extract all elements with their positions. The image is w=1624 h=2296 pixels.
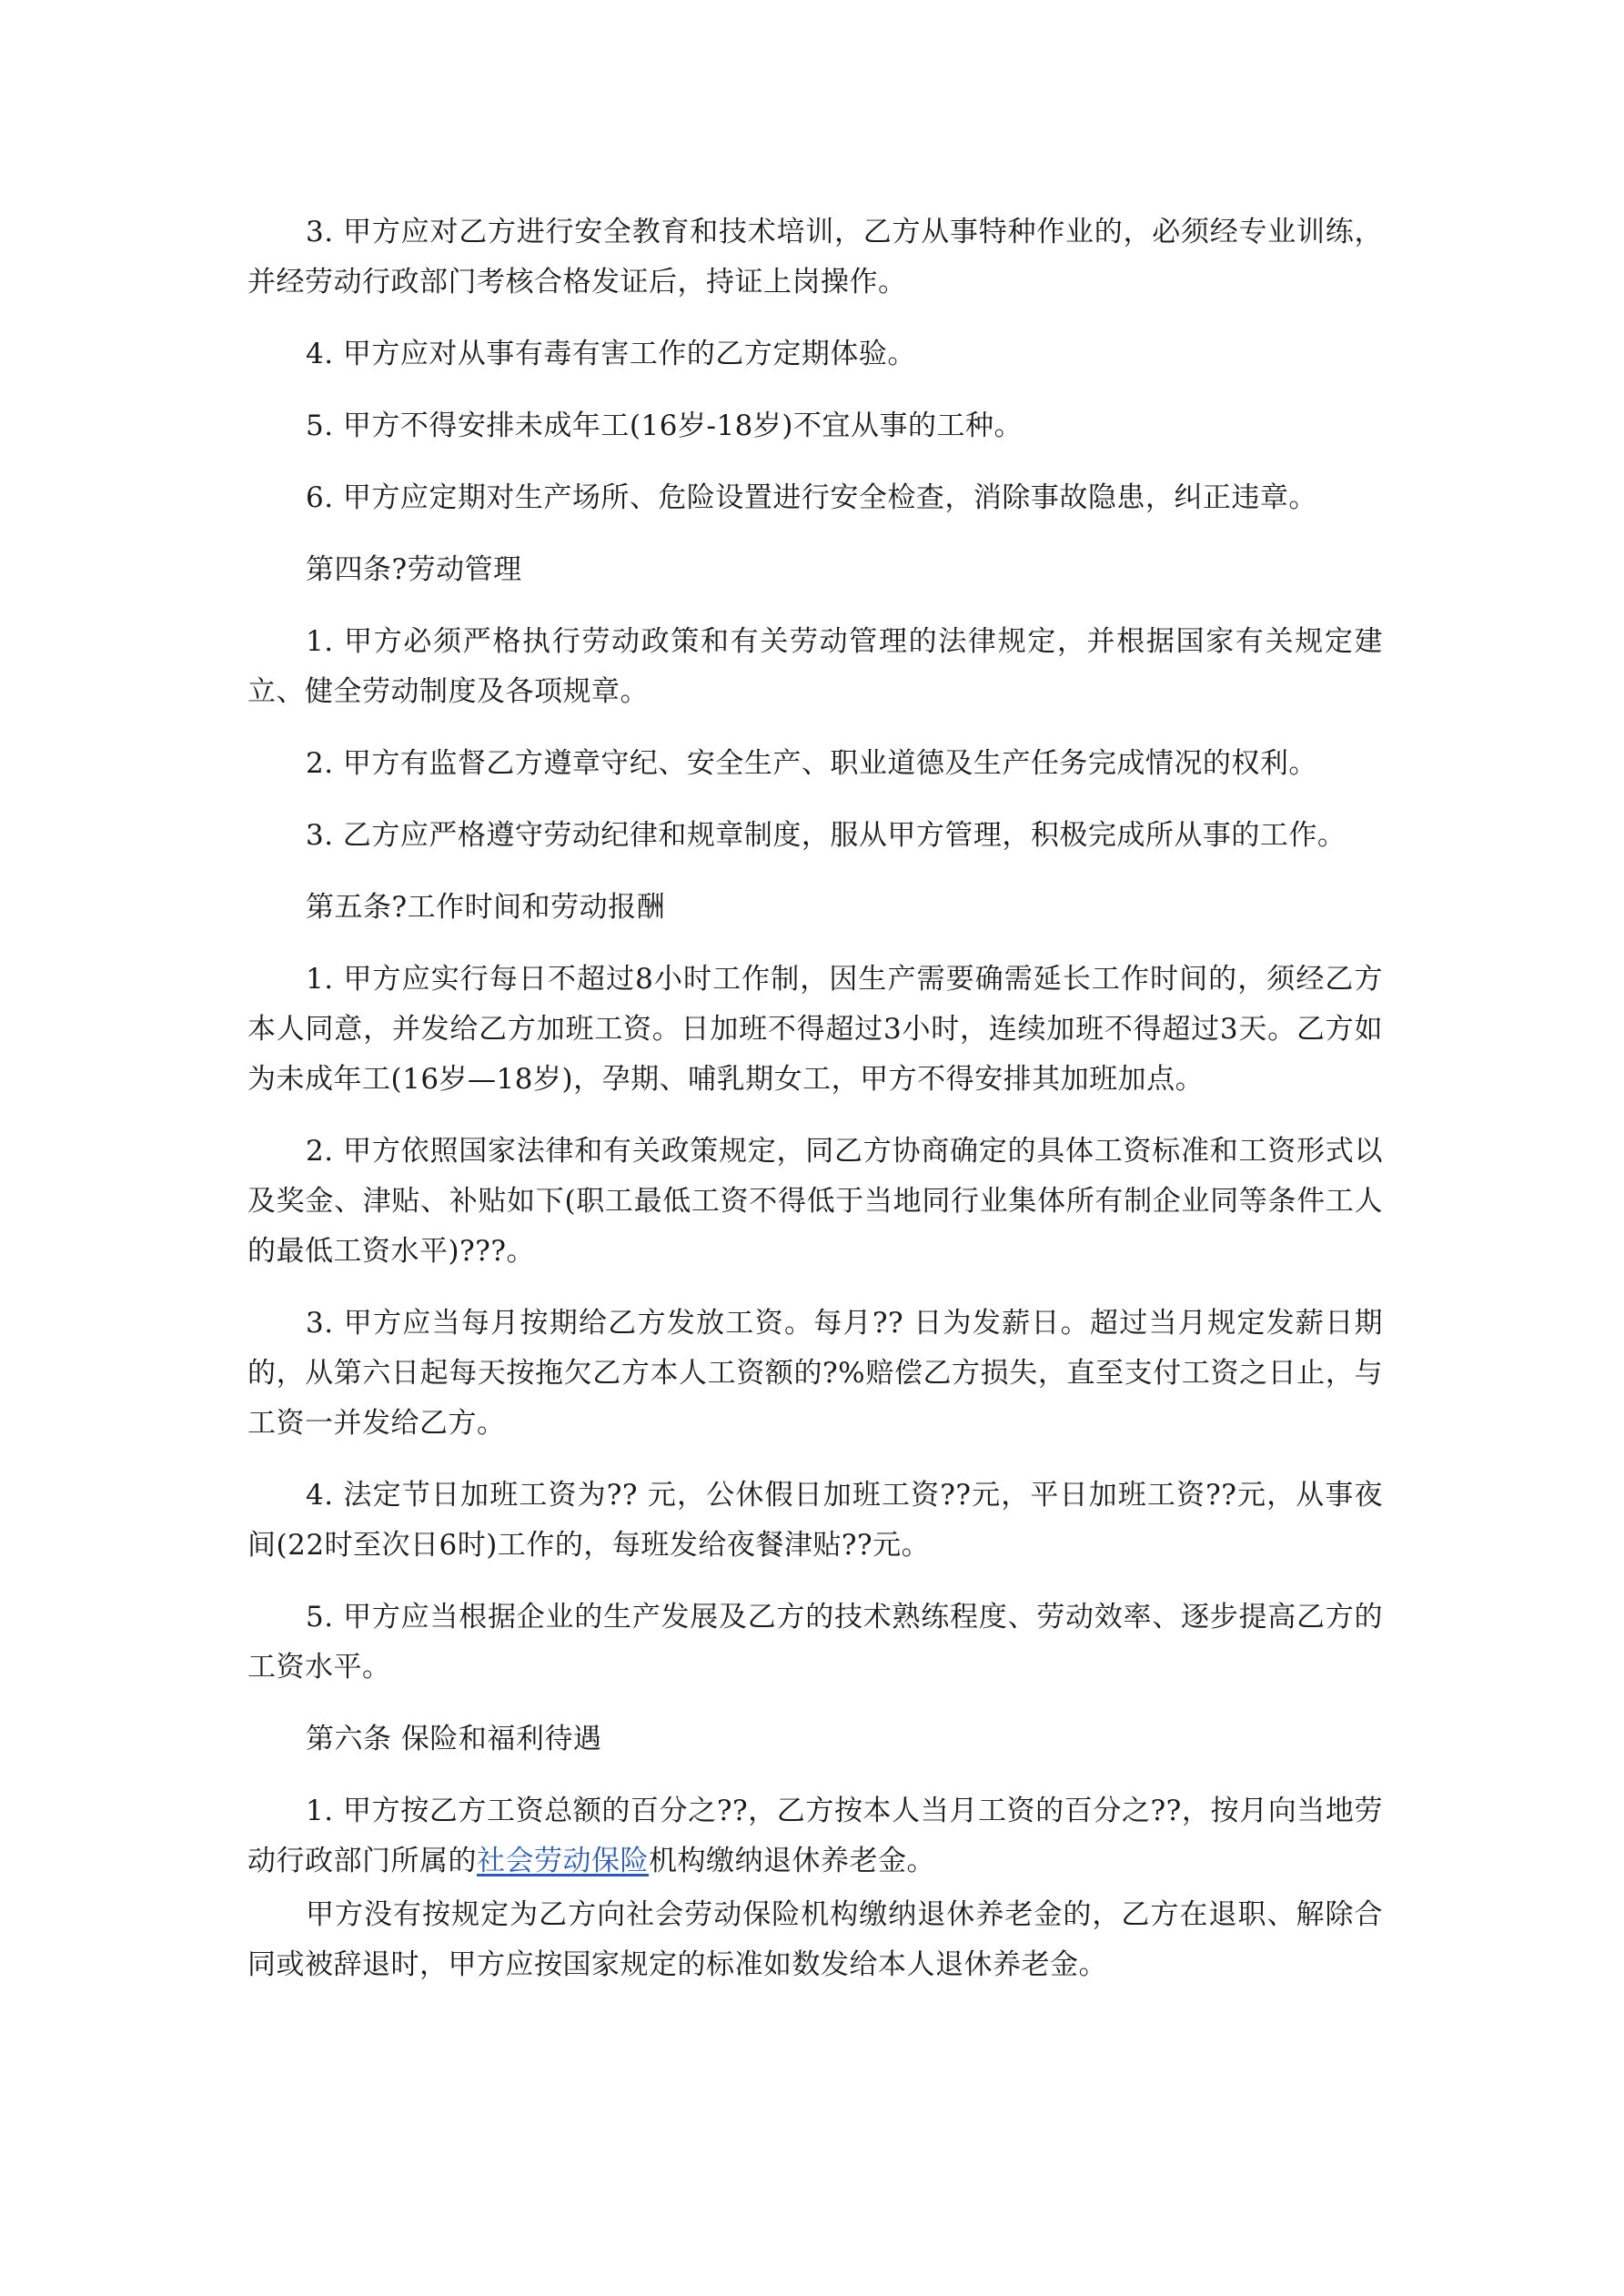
clause-5-item-3: 3. 甲方应当每月按期给乙方发放工资。每月?? 日为发薪日。超过当月规定发薪日期的，从第六日起每天按拖欠乙方本人工资额的?%赔偿乙方损失，直至支付工资之日止，与工资一并发给乙方。	[247, 1307, 1383, 1440]
clause-4-item-3: 3. 乙方应严格遵守劳动纪律和规章制度，服从甲方管理，积极完成所从事的工作。	[306, 819, 1347, 852]
clause-5-heading: 第五条?工作时间和劳动报酬	[306, 891, 666, 924]
clause-5-item-1: 1. 甲方应实行每日不超过8小时工作制，因生产需要确需延长工作时间的，须经乙方本人同意，并发给乙方加班工资。日加班不得超过3小时，连续加班不得超过3天。乙方如为未成年工(16岁—18岁)，孕期、哺乳期女工，甲方不得安排其加班加点。	[247, 963, 1383, 1096]
clause-3-item-5: 5. 甲方不得安排未成年工(16岁-18岁)不宜从事的工种。	[306, 410, 1023, 442]
clause-6-item-1	[247, 1786, 1383, 1886]
clause-3-item-3: 3. 甲方应对乙方进行安全教育和技术培训，乙方从事特种作业的，必须经专业训练，并经劳动行政部门考核合格发证后，持证上岗操作。	[247, 216, 1383, 298]
clause-6-paragraph: 甲方没有按规定为乙方向社会劳动保险机构缴纳退休养老金的，乙方在退职、解除合同或被辞退时，甲方应按国家规定的标准如数发给本人退休养老金。	[247, 1898, 1383, 1981]
document-body	[247, 207, 1383, 2012]
clause-5-item-4: 4. 法定节日加班工资为?? 元，公休假日加班工资??元，平日加班工资??元，从事夜间(22时至次日6时)工作的，每班发给夜餐津贴??元。	[247, 1479, 1383, 1562]
clause-4-heading: 第四条?劳动管理	[306, 553, 522, 586]
clause-3-item-4: 4. 甲方应对从事有毒有害工作的乙方定期体验。	[306, 338, 916, 370]
clause-6-item-1-text-before: 1. 甲方按乙方工资总额的百分之??，乙方按本人当月工资的百分之??，按月向当地劳动行政部门所属的	[247, 1795, 1383, 1877]
clause-4-item-2: 2. 甲方有监督乙方遵章守纪、安全生产、职业道德及生产任务完成情况的权利。	[306, 747, 1317, 780]
social-insurance-link[interactable]: 社会劳动保险	[477, 1845, 649, 1877]
clause-6-heading: 第六条 保险和福利待遇	[306, 1723, 602, 1755]
clause-3-item-6: 6. 甲方应定期对生产场所、危险设置进行安全检查，消除事故隐患，纠正违章。	[306, 481, 1317, 514]
clause-4-item-1: 1. 甲方必须严格执行劳动政策和有关劳动管理的法律规定，并根据国家有关规定建立、健全劳动制度及各项规章。	[247, 625, 1383, 708]
clause-6-item-1-text-after: 机构缴纳退休养老金。	[649, 1845, 935, 1877]
clause-5-item-5: 5. 甲方应当根据企业的生产发展及乙方的技术熟练程度、劳动效率、逐步提高乙方的工资水平。	[247, 1601, 1383, 1684]
clause-5-item-2: 2. 甲方依照国家法律和有关政策规定，同乙方协商确定的具体工资标准和工资形式以及奖金、津贴、补贴如下(职工最低工资不得低于当地同行业集体所有制企业同等条件工人的最低工资水平)???。	[247, 1135, 1383, 1268]
